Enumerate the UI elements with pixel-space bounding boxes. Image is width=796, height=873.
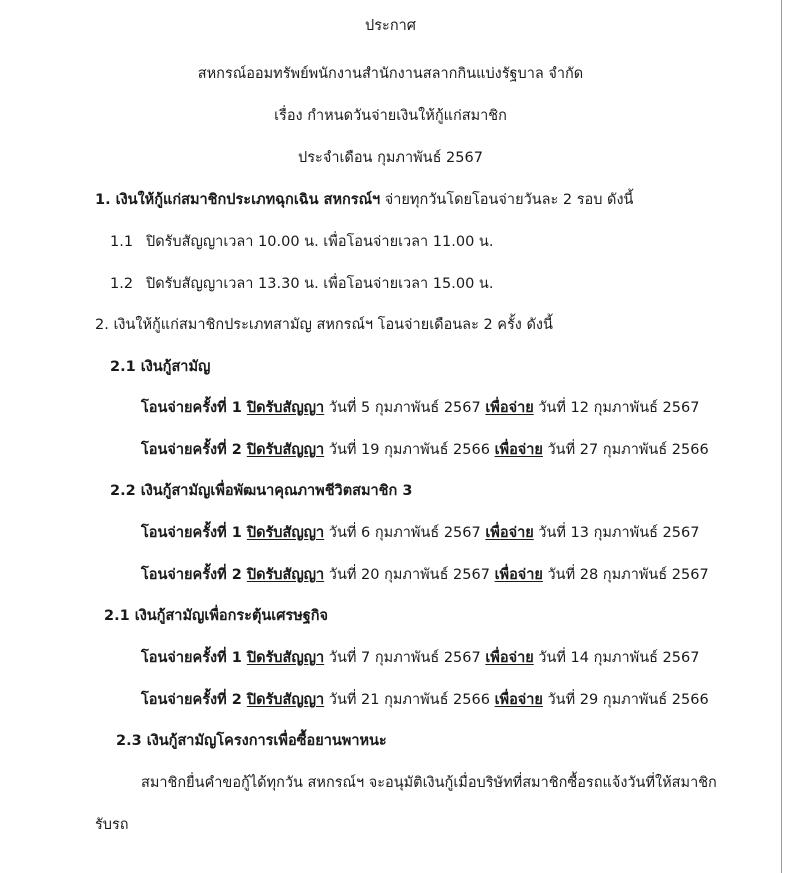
pay-date: วันที่ 12 กุมภาพันธ์ 2567: [533, 400, 700, 416]
round-label: โอนจ่ายครั้งที่ 2: [141, 567, 247, 583]
item-text: ปิดรับสัญญาเวลา 10.00 น. เพื่อโอนจ่ายเวลา 11.00 น.: [146, 234, 494, 250]
schedule-row: [141, 440, 709, 460]
group-title: 2.1 เงินกู้สามัญ: [110, 359, 211, 375]
section-1-heading-rest: จ่ายทุกวันโดยโอนจ่ายวันละ 2 รอบ ดังนี้: [380, 192, 634, 208]
pay-date: วันที่ 27 กุมภาพันธ์ 2566: [542, 442, 709, 458]
pay-date: วันที่ 28 กุมภาพันธ์ 2567: [542, 567, 709, 583]
close-date: วันที่ 20 กุมภาพันธ์ 2567: [324, 567, 495, 583]
pay-label: เพื่อจ่าย: [485, 650, 534, 666]
item-number: 1.2: [110, 276, 134, 292]
announcement-month: ประจำเดือน กุมภาพันธ์ 2567: [298, 150, 483, 166]
item-text: ปิดรับสัญญาเวลา 13.30 น. เพื่อโอนจ่ายเวลา 15.00 น.: [146, 276, 494, 292]
round-label: โอนจ่ายครั้งที่ 1: [141, 650, 247, 666]
close-label: ปิดรับสัญญา: [246, 442, 325, 458]
close-date: วันที่ 5 กุมภาพันธ์ 2567: [324, 400, 486, 416]
close-label: ปิดรับสัญญา: [246, 567, 325, 583]
group-title: 2.1 เงินกู้สามัญเพื่อกระตุ้นเศรษฐกิจ: [104, 608, 329, 624]
pay-label: เพื่อจ่าย: [494, 567, 543, 583]
close-date: วันที่ 7 กุมภาพันธ์ 2567: [324, 650, 486, 666]
schedule-row: [141, 398, 699, 418]
paragraph-line: รับรถ: [95, 817, 129, 833]
paragraph-line: สมาชิกยื่นคำขอกู้ได้ทุกวัน สหกรณ์ฯ จะอนุมัติเงินกู้เมื่อบริษัทที่สมาชิกซื้อรถแจ้งวันที่ให้สมาชิก: [141, 775, 717, 791]
pay-label: เพื่อจ่าย: [485, 525, 534, 541]
close-label: ปิดรับสัญญา: [246, 525, 325, 541]
pay-date: วันที่ 14 กุมภาพันธ์ 2567: [533, 650, 700, 666]
section-1-item: [110, 232, 493, 252]
pay-label: เพื่อจ่าย: [485, 400, 534, 416]
organization-name: สหกรณ์ออมทรัพย์พนักงานสำนักงานสลากกินแบ่งรัฐบาล จำกัด: [197, 66, 584, 82]
section-1-item: [110, 274, 493, 294]
announcement-subject: เรื่อง กำหนดวันจ่ายเงินให้กู้แก่สมาชิก: [274, 108, 507, 124]
close-date: วันที่ 21 กุมภาพันธ์ 2566: [324, 692, 495, 708]
section-1-heading-bold: 1. เงินให้กู้แก่สมาชิกประเภทฉุกเฉิน สหกรณ์ฯ: [95, 192, 381, 208]
pay-label: เพื่อจ่าย: [494, 692, 543, 708]
section-1-heading: [95, 190, 633, 210]
pay-date: วันที่ 13 กุมภาพันธ์ 2567: [533, 525, 700, 541]
round-label: โอนจ่ายครั้งที่ 1: [141, 525, 247, 541]
schedule-row: [141, 523, 699, 543]
pay-label: เพื่อจ่าย: [494, 442, 543, 458]
group-title: 2.2 เงินกู้สามัญเพื่อพัฒนาคุณภาพชีวิตสมาชิก 3: [110, 483, 413, 499]
item-number: 1.1: [110, 234, 134, 250]
schedule-row: [141, 565, 709, 585]
pay-date: วันที่ 29 กุมภาพันธ์ 2566: [542, 692, 709, 708]
section-2-heading: 2. เงินให้กู้แก่สมาชิกประเภทสามัญ สหกรณ์ฯ โอนจ่ายเดือนละ 2 ครั้ง ดังนี้: [95, 317, 553, 333]
close-label: ปิดรับสัญญา: [246, 650, 325, 666]
schedule-row: [141, 648, 699, 668]
page-edge-scroll-area[interactable]: [781, 0, 796, 873]
round-label: โอนจ่ายครั้งที่ 2: [141, 692, 247, 708]
group-title: 2.3 เงินกู้สามัญโครงการเพื่อซื้อยานพาหนะ: [116, 733, 387, 749]
schedule-row: [141, 690, 709, 710]
close-label: ปิดรับสัญญา: [246, 692, 325, 708]
close-date: วันที่ 19 กุมภาพันธ์ 2566: [324, 442, 495, 458]
round-label: โอนจ่ายครั้งที่ 2: [141, 442, 247, 458]
round-label: โอนจ่ายครั้งที่ 1: [141, 400, 247, 416]
announcement-title: ประกาศ: [365, 18, 416, 34]
close-date: วันที่ 6 กุมภาพันธ์ 2567: [324, 525, 486, 541]
close-label: ปิดรับสัญญา: [246, 400, 325, 416]
